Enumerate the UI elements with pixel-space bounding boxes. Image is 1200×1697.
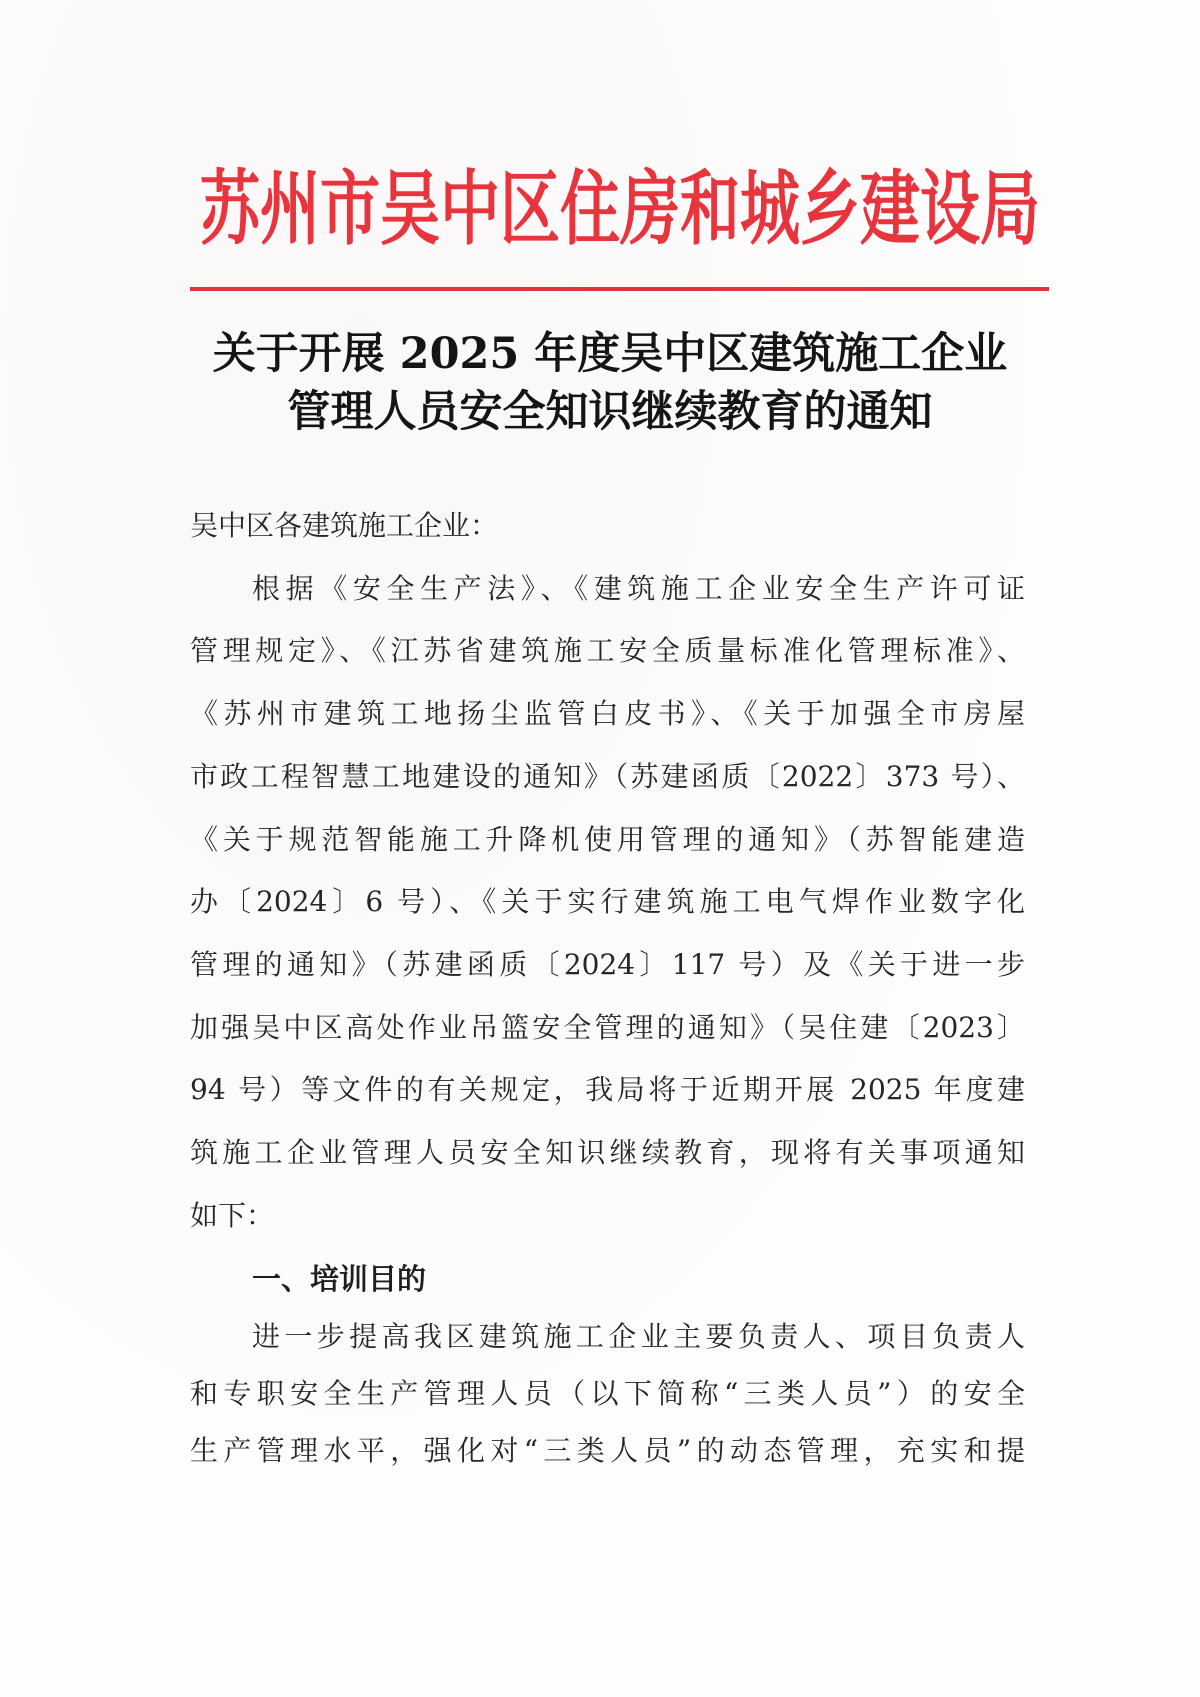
agency-letterhead (190, 162, 1050, 258)
letterhead-red-rule (190, 287, 1049, 291)
paragraph-line: 生产管理水平，强化对“三类人员”的动态管理，充实和提 (190, 1434, 1025, 1467)
paragraph-line: 94 号）等文件的有关规定，我局将于近期开展 2025 年度建 (190, 1073, 1025, 1107)
paragraph-line: 和专职安全生产管理人员（以下简称“三类人员”）的安全 (190, 1377, 1025, 1410)
paragraph-line: 管理的通知》（苏建函质〔2024〕117 号）及《关于进一步 (190, 947, 1025, 981)
paragraph-line: 《苏州市建筑工地扬尘监管白皮书》、《关于加强全市房屋 (190, 697, 1025, 731)
body-text-block-2 (190, 1308, 1025, 1479)
section-heading-training-purpose: 一、培训目的 (252, 1262, 427, 1296)
agency-name: 苏州市吴中区住房和城乡建设局 (200, 162, 1040, 258)
document-title-line-2: 管理人员安全知识继续教育的通知 (287, 387, 933, 437)
paragraph-line: 如下： (190, 1198, 275, 1232)
paragraph-line: 办〔2024〕6 号）、《关于实行建筑施工电气焊作业数字化 (190, 885, 1025, 919)
paragraph-line: 加强吴中区高处作业吊篮安全管理的通知》（吴住建〔2023〕 (190, 1010, 1025, 1044)
document-title-line-1: 关于开展 2025 年度吴中区建筑施工企业 (212, 329, 1008, 379)
paragraph-line: 进一步提高我区建筑施工企业主要负责人、项目负责人 (252, 1320, 1025, 1353)
paragraph-line: 市政工程智慧工地建设的通知》（苏建函质〔2022〕373 号）、 (190, 759, 1025, 793)
salutation: 吴中区各建筑施工企业： (190, 509, 499, 542)
paragraph-line: 管理规定》、《江苏省建筑施工安全质量标准化管理标准》、 (190, 634, 1025, 668)
body-text-block (190, 495, 1025, 1247)
paragraph-line: 筑施工企业管理人员安全知识继续教育，现将有关事项通知 (190, 1136, 1025, 1170)
paragraph-line: 《关于规范智能施工升降机使用管理的通知》（苏智能建造 (190, 822, 1025, 856)
paragraph-line: 根据《安全生产法》、《建筑施工企业安全生产许可证 (252, 571, 1025, 605)
